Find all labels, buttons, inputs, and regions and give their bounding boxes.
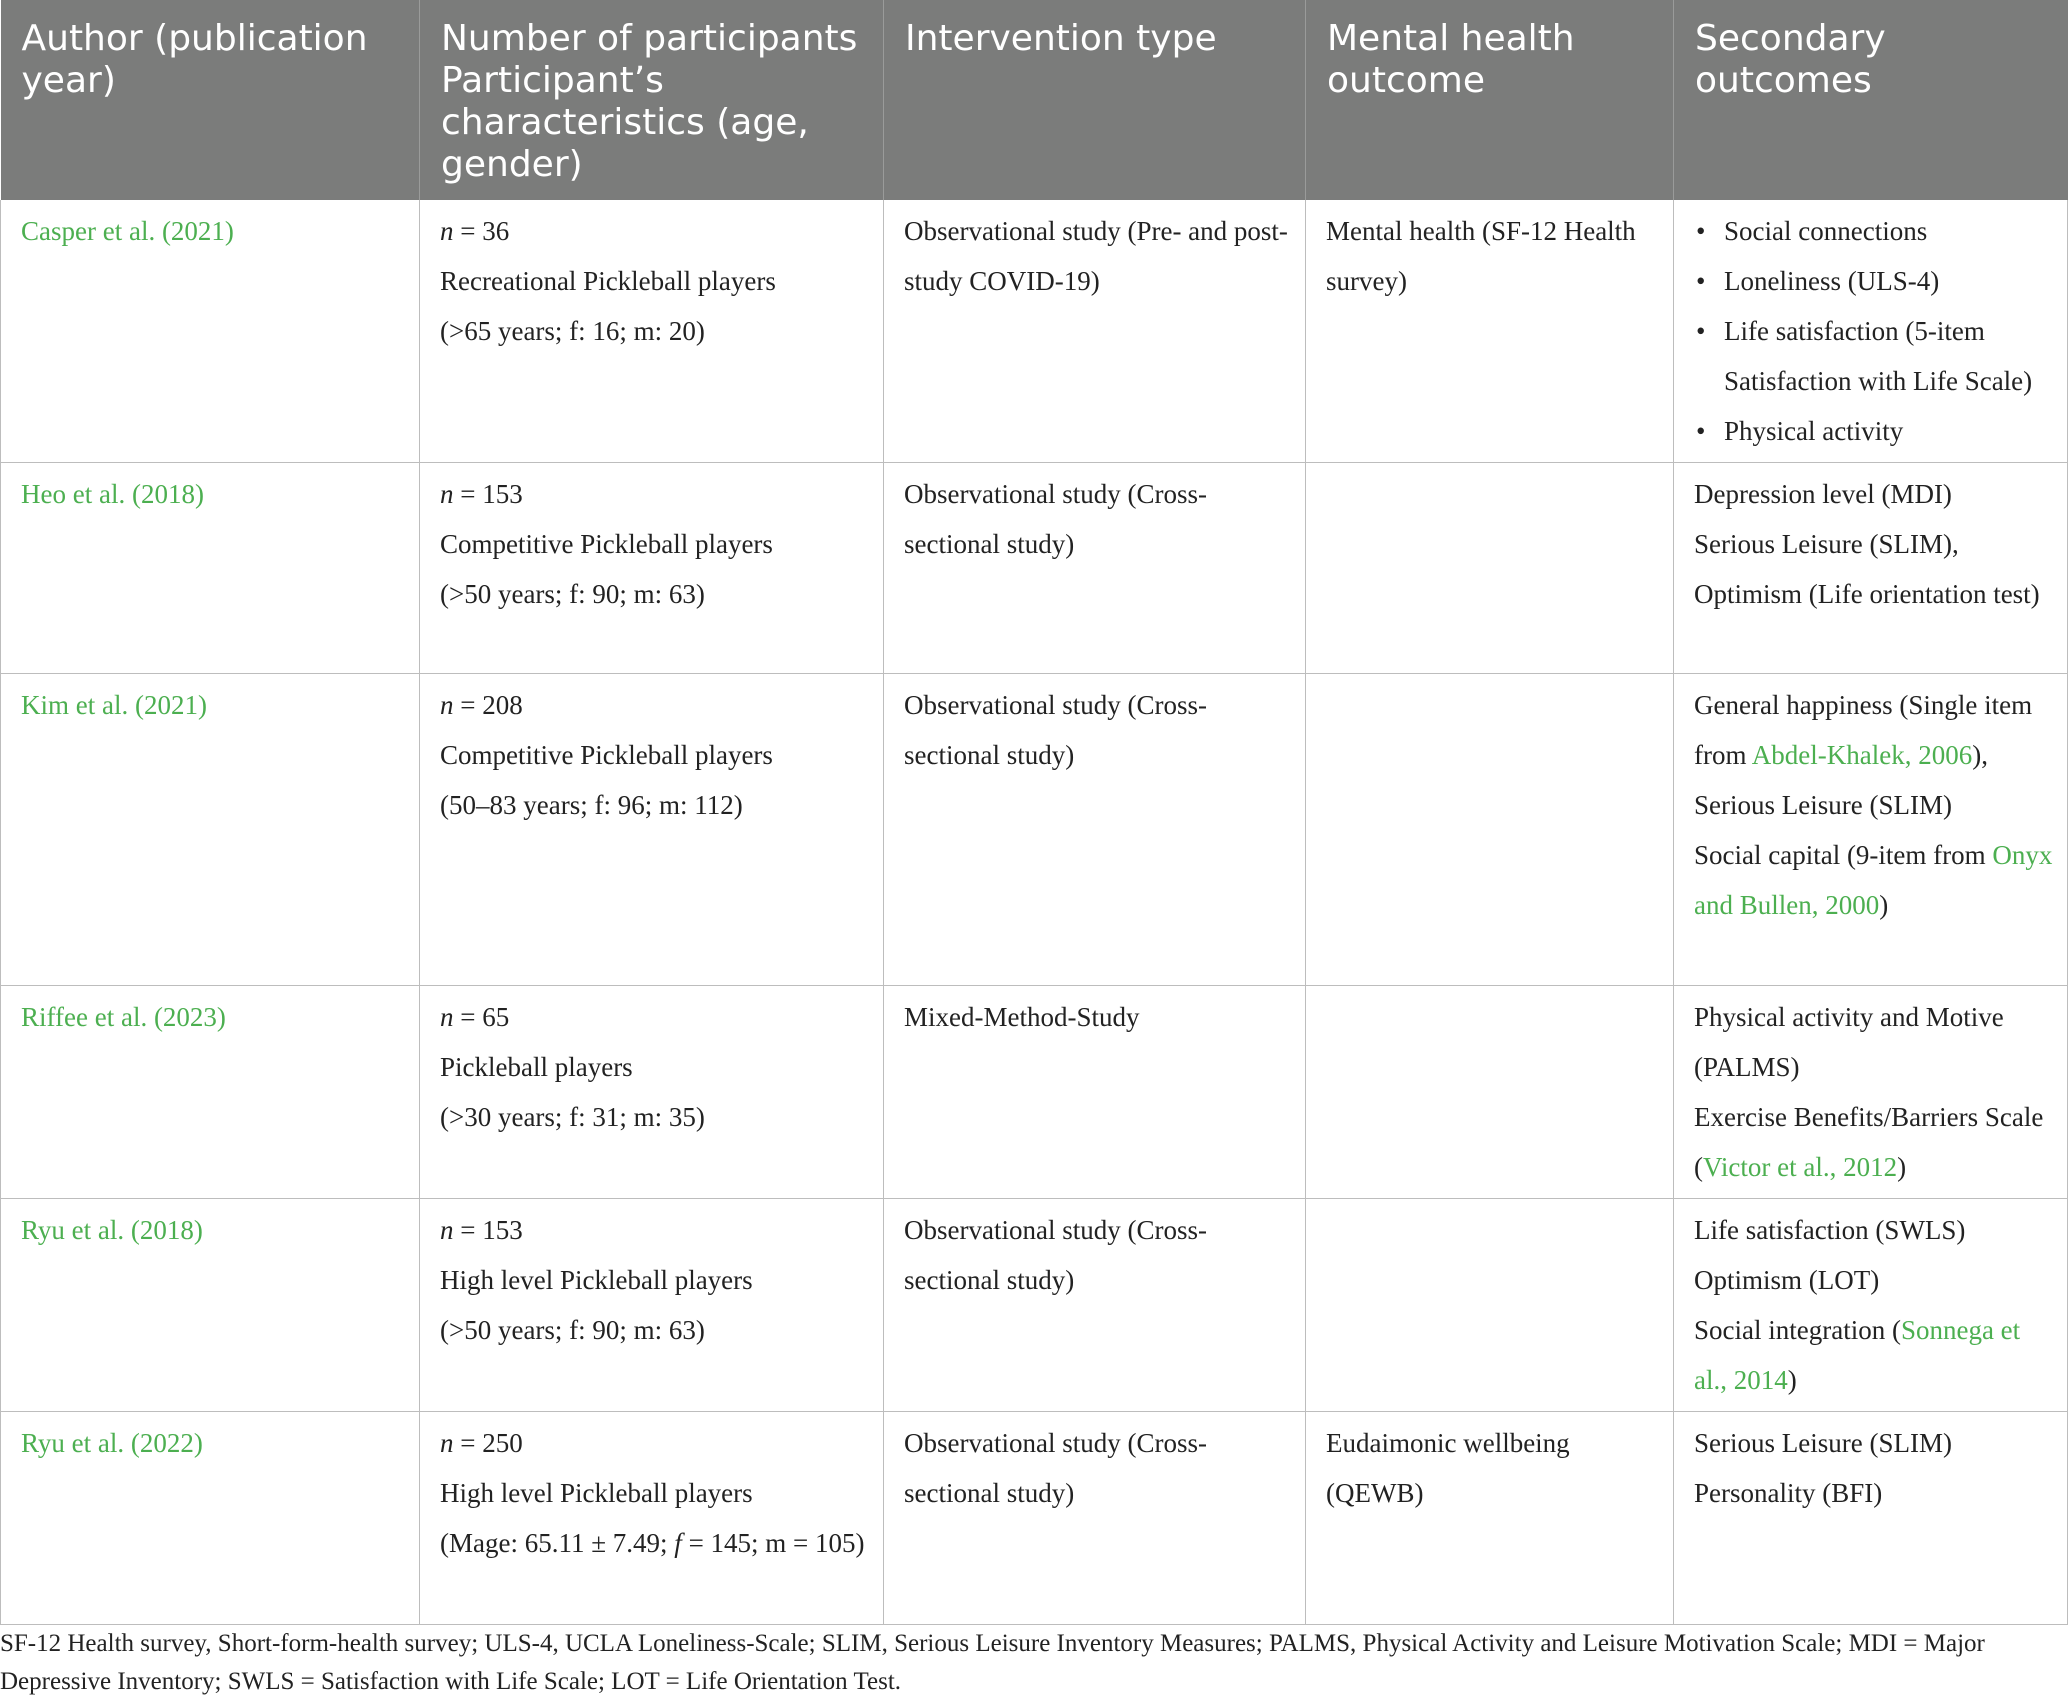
secondary-item: Serious Leisure (SLIM), [1694, 529, 1959, 559]
secondary-item: Serious Leisure (SLIM) [1694, 790, 1952, 820]
sample-size: = 153 [460, 479, 523, 509]
header-author: Author (publication year) [1, 0, 420, 200]
participants-cell [420, 1199, 884, 1412]
secondary-text: ), [1972, 740, 1988, 770]
participants-cell [420, 674, 884, 986]
demographics: (>30 years; f: 31; m: 35) [440, 1102, 705, 1132]
participants-cell [420, 200, 884, 463]
secondary-list [1694, 206, 2053, 456]
intervention-cell: Observational study (Cross-sectional study) [884, 1199, 1306, 1412]
sample-size: = 153 [460, 1215, 523, 1245]
sample-size: = 208 [460, 690, 523, 720]
author-cell [1, 986, 420, 1199]
sample-size: = 36 [460, 216, 510, 246]
list-item: • Loneliness (ULS-4) [1724, 256, 2053, 306]
table-row [1, 1412, 2068, 1625]
secondary-item: Life satisfaction (SWLS) [1694, 1215, 1966, 1245]
participant-type: Competitive Pickleball players [440, 740, 773, 770]
citation-link[interactable]: Onyx and Bullen, 2000 [1694, 840, 2053, 920]
list-item: • Physical activity [1724, 406, 2053, 456]
header-participants: Number of participants Participant’s characteristics (age, gender) [420, 0, 884, 200]
n-symbol: n [440, 216, 454, 246]
mental-health-cell [1306, 986, 1674, 1199]
header-row [1, 0, 2068, 200]
author-cell [1, 1412, 420, 1625]
sample-size: = 65 [460, 1002, 510, 1032]
mental-health-cell [1306, 674, 1674, 986]
author-link[interactable]: Casper et al. (2021) [21, 216, 234, 246]
demographics: = 145; m = 105) [681, 1528, 865, 1558]
demographics: (50–83 years; f: 96; m: 112) [440, 790, 743, 820]
table-row [1, 1199, 2068, 1412]
secondary-cell [1674, 200, 2068, 463]
mental-health-cell [1306, 463, 1674, 674]
participants-cell [420, 463, 884, 674]
intervention-cell: Observational study (Cross-sectional study) [884, 1412, 1306, 1625]
header-mental-health: Mental health outcome [1306, 0, 1674, 200]
author-link[interactable]: Riffee et al. (2023) [21, 1002, 226, 1032]
secondary-cell [1674, 674, 2068, 986]
secondary-text: Social integration ( [1694, 1315, 1901, 1345]
participant-type: Pickleball players [440, 1052, 633, 1082]
author-link[interactable]: Heo et al. (2018) [21, 479, 204, 509]
intervention-cell: Mixed-Method-Study [884, 986, 1306, 1199]
author-cell [1, 463, 420, 674]
secondary-cell [1674, 1412, 2068, 1625]
demographics: (>50 years; f: 90; m: 63) [440, 1315, 705, 1345]
secondary-item: Physical activity and Motive (PALMS) [1694, 1002, 2004, 1082]
table-row [1, 674, 2068, 986]
author-cell [1, 1199, 420, 1412]
list-item: • Social connections [1724, 206, 2053, 256]
mental-health-cell: Mental health (SF-12 Health survey) [1306, 200, 1674, 463]
mental-health-cell: Eudaimonic wellbeing (QEWB) [1306, 1412, 1674, 1625]
secondary-text: Social capital (9-item from [1694, 840, 1993, 870]
author-cell [1, 674, 420, 986]
f-symbol: f [674, 1528, 682, 1558]
header-secondary: Secondary outcomes [1674, 0, 2068, 200]
n-symbol: n [440, 690, 454, 720]
secondary-text: Exercise Benefits/Barriers Scale ( [1694, 1102, 2044, 1182]
participants-cell [420, 1412, 884, 1625]
citation-link[interactable]: Victor et al., 2012 [1703, 1152, 1898, 1182]
demographics: (>50 years; f: 90; m: 63) [440, 579, 705, 609]
secondary-item: Depression level (MDI) [1694, 479, 1952, 509]
secondary-item: Optimism (Life orientation test) [1694, 579, 2040, 609]
secondary-cell [1674, 986, 2068, 1199]
participant-type: Recreational Pickleball players [440, 266, 776, 296]
author-link[interactable]: Ryu et al. (2018) [21, 1215, 203, 1245]
secondary-cell [1674, 463, 2068, 674]
participants-cell [420, 986, 884, 1199]
list-item: • Life satisfaction (5-item Satisfaction with Life Scale) [1724, 306, 2053, 406]
n-symbol: n [440, 1428, 454, 1458]
demographics: (Mage: 65.11 ± 7.49; [440, 1528, 675, 1558]
secondary-item: Personality (BFI) [1694, 1478, 1883, 1508]
table-row [1, 986, 2068, 1199]
author-link[interactable]: Kim et al. (2021) [21, 690, 207, 720]
table-row [1, 200, 2068, 463]
secondary-text: ) [1787, 1365, 1797, 1395]
secondary-cell [1674, 1199, 2068, 1412]
secondary-item: Serious Leisure (SLIM) [1694, 1428, 1952, 1458]
secondary-text: ) [1879, 890, 1889, 920]
sample-size: = 250 [460, 1428, 523, 1458]
citation-link[interactable]: Abdel-Khalek, 2006 [1751, 740, 1973, 770]
intervention-cell: Observational study (Cross-sectional study) [884, 463, 1306, 674]
secondary-text: ) [1897, 1152, 1907, 1182]
header-intervention: Intervention type [884, 0, 1306, 200]
n-symbol: n [440, 1215, 454, 1245]
intervention-cell: Observational study (Cross-sectional study) [884, 674, 1306, 986]
n-symbol: n [440, 1002, 454, 1032]
citation-link[interactable]: Sonnega et al., 2014 [1694, 1315, 2021, 1395]
mental-health-cell [1306, 1199, 1674, 1412]
secondary-item: Optimism (LOT) [1694, 1265, 1880, 1295]
secondary-text: General happiness (Single item from [1694, 690, 2033, 770]
intervention-cell: Observational study (Pre- and post-study COVID-19) [884, 200, 1306, 463]
author-cell [1, 200, 420, 463]
table-footnote: SF-12 Health survey, Short-form-health survey; ULS-4, UCLA Loneliness-Scale; SLIM, Serious Leisure Inventory Measures; PALMS, Physical Activity and Leisure Motivation Scale; MDI = Major Depressive Inventory; SWLS = Satisfaction with Life Scale; LOT = Life Orientation Test. [0, 1630, 1985, 1695]
author-link[interactable]: Ryu et al. (2022) [21, 1428, 203, 1458]
table-row [1, 463, 2068, 674]
participant-type: High level Pickleball players [440, 1265, 753, 1295]
n-symbol: n [440, 479, 454, 509]
participant-type: High level Pickleball players [440, 1478, 753, 1508]
participant-type: Competitive Pickleball players [440, 529, 773, 559]
demographics: (>65 years; f: 16; m: 20) [440, 316, 705, 346]
